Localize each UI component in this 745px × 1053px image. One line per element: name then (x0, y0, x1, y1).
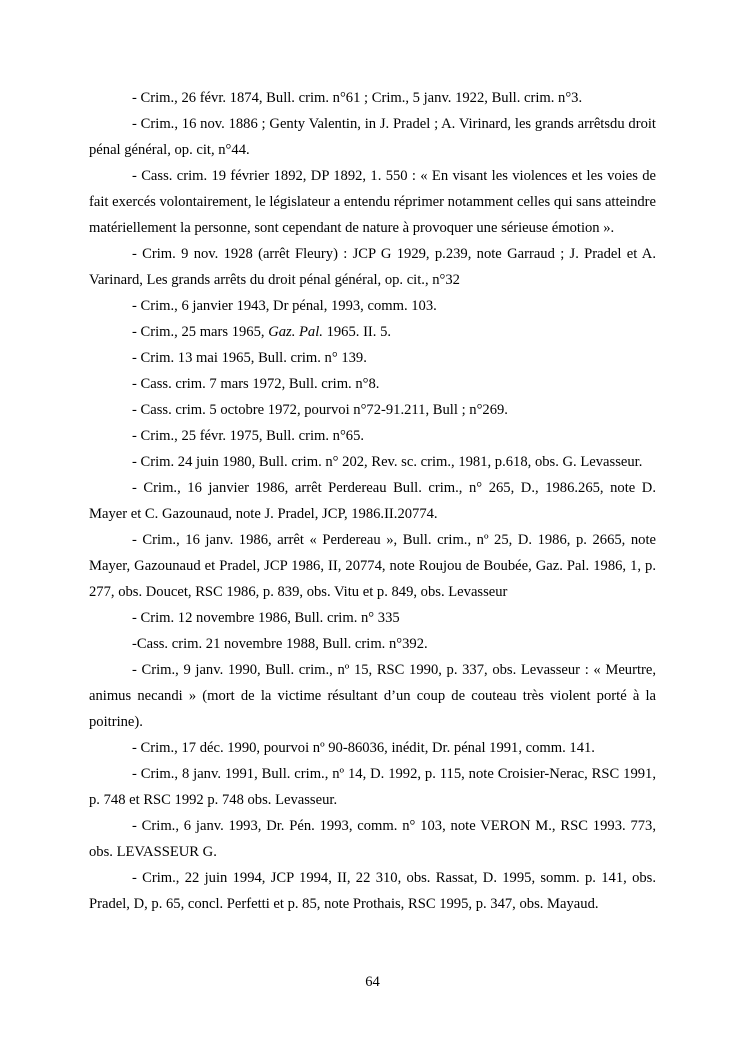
citation-entry: - Crim., 6 janvier 1943, Dr pénal, 1993, comm. 103. (132, 298, 437, 314)
citation-entry: - Crim. 13 mai 1965, Bull. crim. n° 139. (132, 350, 367, 366)
citation-entry: -Cass. crim. 21 novembre 1988, Bull. crim. n°392. (132, 636, 428, 652)
citation-entry: - Cass. crim. 7 mars 1972, Bull. crim. n°8. (132, 376, 380, 392)
citation-journal-title: Gaz. Pal. (268, 324, 323, 340)
citation-entry (89, 319, 656, 345)
citation-entry: - Crim. 12 novembre 1986, Bull. crim. n° 335 (132, 610, 400, 626)
citation-entry: - Crim., 25 févr. 1975, Bull. crim. n°65. (132, 428, 365, 444)
citation-list (89, 85, 656, 917)
citation-entry: - Crim., 6 janv. 1993, Dr. Pén. 1993, comm. n° 103, note VERON M., RSC 1993. 773, obs. LEVASSEUR G. (89, 818, 656, 860)
citation-entry: - Crim. 24 juin 1980, Bull. crim. n° 202, Rev. sc. crim., 1981, p.618, obs. G. Levasseur. (132, 454, 643, 470)
citation-entry: - Crim., 22 juin 1994, JCP 1994, II, 22 310, obs. Rassat, D. 1995, somm. p. 141, obs. Pradel, D, p. 65, concl. Perfetti et p. 85, note Prothais, RSC 1995, p. 347, obs. Mayaud. (89, 870, 656, 912)
citation-entry: - Crim., 26 févr. 1874, Bull. crim. n°61 ; Crim., 5 janv. 1922, Bull. crim. n°3. (132, 90, 583, 106)
citation-entry: - Crim., 16 janv. 1986, arrêt « Perdereau », Bull. crim., nº 25, D. 1986, p. 2665, note Mayer, Gazounaud et Pradel, JCP 1986, II, 20774, note Roujou de Boubée, Gaz. Pal. 1986, 1, p. 277, obs. Doucet, RSC 1986, p. 839, obs. Vitu et p. 849, obs. Levasseur (89, 532, 656, 600)
citation-entry: - Crim., 17 déc. 1990, pourvoi nº 90-86036, inédit, Dr. pénal 1991, comm. 141. (132, 740, 595, 756)
citation-entry: - Crim. 9 nov. 1928 (arrêt Fleury) : JCP G 1929, p.239, note Garraud ; J. Pradel et A. Varinard, Les grands arrêts du droit pénal général, op. cit., n°32 (89, 246, 656, 288)
page-number: 64 (365, 974, 380, 990)
citation-entry: - Crim., 16 janvier 1986, arrêt Perdereau Bull. crim., n° 265, D., 1986.265, note D. Mayer et C. Gazounaud, note J. Pradel, JCP, 1986.II.20774. (89, 480, 656, 522)
citation-text: 1965. II. 5. (322, 324, 392, 340)
citation-text: - Crim., 25 mars 1965, (132, 324, 269, 340)
citation-entry: - Crim., 9 janv. 1990, Bull. crim., nº 15, RSC 1990, p. 337, obs. Levasseur : « Meurtre, animus necandi » (mort de la victime résultant d’un coup de couteau très violent porté à la poitrine). (89, 662, 656, 730)
citation-entry: - Crim., 8 janv. 1991, Bull. crim., nº 14, D. 1992, p. 115, note Croisier-Nerac, RSC 1991, p. 748 et RSC 1992 p. 748 obs. Levasseur. (89, 766, 656, 808)
citation-entry: - Cass. crim. 5 octobre 1972, pourvoi n°72-91.211, Bull ; n°269. (132, 402, 508, 418)
citation-entry: - Cass. crim. 19 février 1892, DP 1892, 1. 550 : « En visant les violences et les voies de fait exercés volontairement, le législateur a entendu réprimer notamment celles qui sans atteindre matériellement la personne, sont cependant de nature à provoquer une sérieuse émotion ». (89, 168, 656, 236)
citation-entry: - Crim., 16 nov. 1886 ; Genty Valentin, in J. Pradel ; A. Virinard, les grands arrêtsdu droit pénal général, op. cit, n°44. (89, 116, 656, 158)
